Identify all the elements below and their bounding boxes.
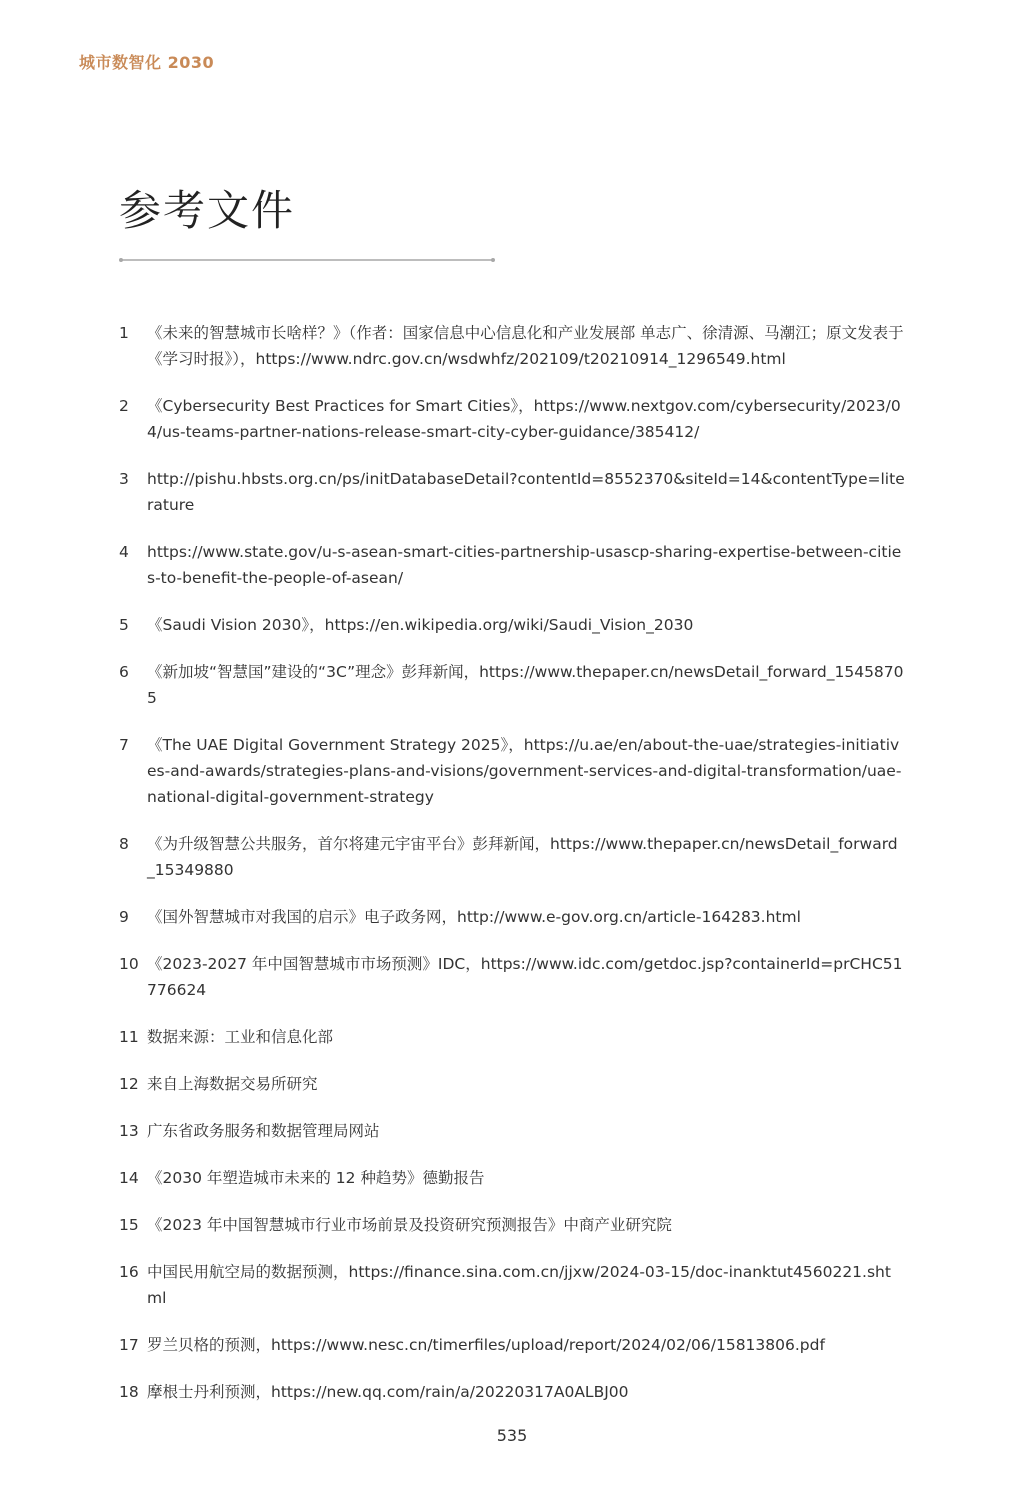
reference-text: 《Cybersecurity Best Practices for Smart Cities》，https://www.nextgov.com/cybersecurity/2023/04/us-teams-partner-nations-release-smart-city-cyber-guidance/385412/ (147, 397, 901, 441)
reference-item (119, 1165, 905, 1191)
reference-item (119, 1024, 905, 1050)
reference-number: 16 (119, 1263, 139, 1281)
reference-number: 8 (119, 835, 129, 853)
reference-item (119, 1118, 905, 1144)
reference-item (119, 831, 905, 883)
reference-number: 15 (119, 1216, 139, 1234)
reference-item (119, 320, 905, 372)
reference-number: 1 (119, 324, 129, 342)
reference-text: 中国民用航空局的数据预测，https://finance.sina.com.cn/jjxw/2024-03-15/doc-inanktut4560221.shtml (147, 1263, 891, 1307)
reference-number: 2 (119, 397, 129, 415)
reference-number: 7 (119, 736, 129, 754)
reference-text: http://pishu.hbsts.org.cn/ps/initDatabaseDetail?contentId=8552370&siteId=14&contentType=literature (147, 470, 905, 514)
reference-text: 《The UAE Digital Government Strategy 2025》，https://u.ae/en/about-the-uae/strategies-initiatives-and-awards/strategies-plans-and-visions/government-services-and-digital-transformation/uae-national-digital-government-strategy (147, 736, 902, 806)
reference-text: 《未来的智慧城市长啥样？》（作者：国家信息中心信息化和产业发展部 单志广、徐清源、马潮江；原文发表于《学习时报》），https://www.ndrc.gov.cn/wsdwhfz/202109/t20210914_1296549.html (147, 324, 904, 368)
reference-number: 18 (119, 1383, 139, 1401)
reference-item (119, 1071, 905, 1097)
reference-item (119, 612, 905, 638)
reference-text: 《Saudi Vision 2030》，https://en.wikipedia.org/wiki/Saudi_Vision_2030 (147, 616, 694, 634)
reference-number: 12 (119, 1075, 139, 1093)
reference-item (119, 659, 905, 711)
reference-item (119, 1212, 905, 1238)
reference-text: 罗兰贝格的预测，https://www.nesc.cn/timerfiles/upload/report/2024/02/06/15813806.pdf (147, 1336, 825, 1354)
reference-text: 来自上海数据交易所研究 (147, 1075, 318, 1093)
reference-text: 数据来源：工业和信息化部 (147, 1028, 334, 1046)
reference-number: 5 (119, 616, 129, 634)
reference-item (119, 1379, 905, 1405)
page-title: 参考文件 (119, 186, 296, 235)
page-number: 535 (496, 1426, 528, 1445)
reference-text: 《2030 年塑造城市未来的 12 种趋势》德勤报告 (147, 1169, 485, 1187)
running-header: 城市数智化 2030 (79, 53, 215, 72)
reference-text: 《2023-2027 年中国智慧城市市场预测》IDC，https://www.idc.com/getdoc.jsp?containerId=prCHC51776624 (147, 955, 903, 999)
reference-text: 广东省政务服务和数据管理局网站 (147, 1122, 380, 1140)
reference-text: 摩根士丹利预测，https://new.qq.com/rain/a/20220317A0ALBJ00 (147, 1383, 629, 1401)
reference-number: 13 (119, 1122, 139, 1140)
reference-item (119, 1259, 905, 1311)
reference-item (119, 393, 905, 445)
reference-number: 9 (119, 908, 129, 926)
reference-text: 《为升级智慧公共服务，首尔将建元宇宙平台》彭拜新闻，https://www.thepaper.cn/newsDetail_forward_15349880 (147, 835, 898, 879)
reference-text: 《国外智慧城市对我国的启示》电子政务网，http://www.e-gov.org.cn/article-164283.html (147, 908, 801, 926)
reference-number: 11 (119, 1028, 139, 1046)
reference-item (119, 466, 905, 518)
reference-item (119, 1332, 905, 1358)
reference-item (119, 539, 905, 591)
reference-item (119, 904, 905, 930)
reference-text: https://www.state.gov/u-s-asean-smart-cities-partnership-usascp-sharing-expertise-between-cities-to-benefit-the-people-of-asean/ (147, 543, 902, 587)
reference-number: 3 (119, 470, 129, 488)
reference-number: 10 (119, 955, 139, 973)
reference-number: 4 (119, 543, 129, 561)
reference-text: 《新加坡“智慧国”建设的“3C”理念》彭拜新闻，https://www.thepaper.cn/newsDetail_forward_15458705 (147, 663, 904, 707)
reference-number: 6 (119, 663, 129, 681)
reference-item (119, 951, 905, 1003)
reference-item (119, 732, 905, 810)
title-divider (121, 259, 493, 261)
reference-list (119, 320, 905, 1426)
reference-text: 《2023 年中国智慧城市行业市场前景及投资研究预测报告》中商产业研究院 (147, 1216, 672, 1234)
reference-number: 17 (119, 1336, 139, 1354)
reference-number: 14 (119, 1169, 139, 1187)
